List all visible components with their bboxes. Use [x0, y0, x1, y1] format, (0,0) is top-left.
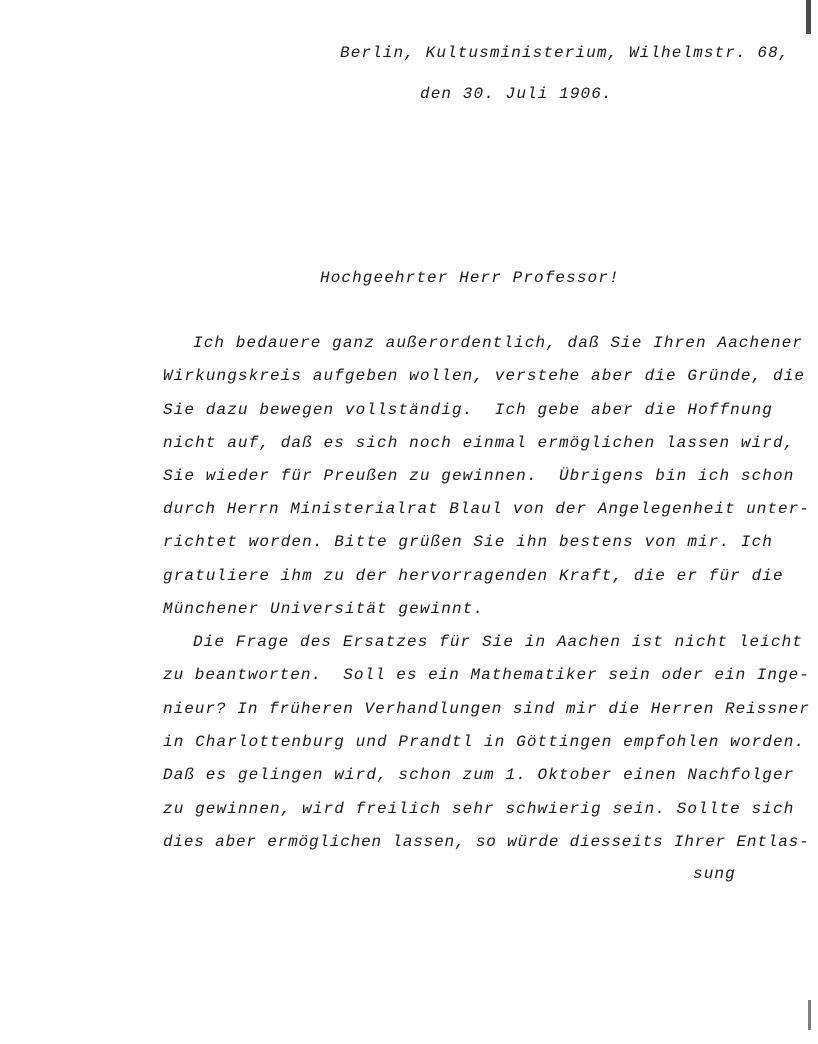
body-line: Sie dazu bewegen vollständig. Ich gebe aber die Hoffnung [163, 401, 773, 419]
scan-edge-mark-top [806, 0, 811, 34]
body-line: Ich bedauere ganz außerordentlich, daß Sie Ihren Aachener [193, 334, 803, 352]
body-line: Wirkungskreis aufgeben wollen, verstehe aber die Gründe, die [163, 367, 806, 385]
body-line: nicht auf, daß es sich noch einmal ermöglichen lassen wird, [163, 434, 795, 452]
body-line: in Charlottenburg und Prandtl in Göttingen empfohlen worden. [163, 733, 806, 751]
body-line: durch Herrn Ministerialrat Blaul von der Angelegenheit unter- [163, 500, 810, 518]
body-line: zu beantworten. Soll es ein Mathematiker sein oder ein Inge- [163, 666, 810, 684]
body-line: dies aber ermöglichen lassen, so würde diesseits Ihrer Entlas- [163, 833, 810, 851]
body-line: zu gewinnen, wird freilich sehr schwierig sein. Sollte sich [163, 800, 795, 818]
body-line: richtet worden. Bitte grüßen Sie ihn bestens von mir. Ich [163, 533, 773, 551]
catchword: sung [693, 865, 736, 883]
body-line: Münchener Universität gewinnt. [163, 600, 485, 618]
sender-address: Berlin, Kultusministerium, Wilhelmstr. 68, [340, 44, 790, 62]
body-line: nieur? In früheren Verhandlungen sind mir die Herren Reissner [163, 700, 810, 718]
letter-date: den 30. Juli 1906. [420, 85, 613, 103]
body-line: gratuliere ihm zu der hervorragenden Kraft, die er für die [163, 567, 784, 585]
body-line: Daß es gelingen wird, schon zum 1. Oktober einen Nachfolger [163, 766, 795, 784]
salutation: Hochgeehrter Herr Professor! [320, 269, 620, 287]
body-line: Sie wieder für Preußen zu gewinnen. Übrigens bin ich schon [163, 467, 795, 485]
body-line: Die Frage des Ersatzes für Sie in Aachen ist nicht leicht [193, 633, 803, 651]
scan-edge-mark-bottom [808, 1000, 811, 1030]
